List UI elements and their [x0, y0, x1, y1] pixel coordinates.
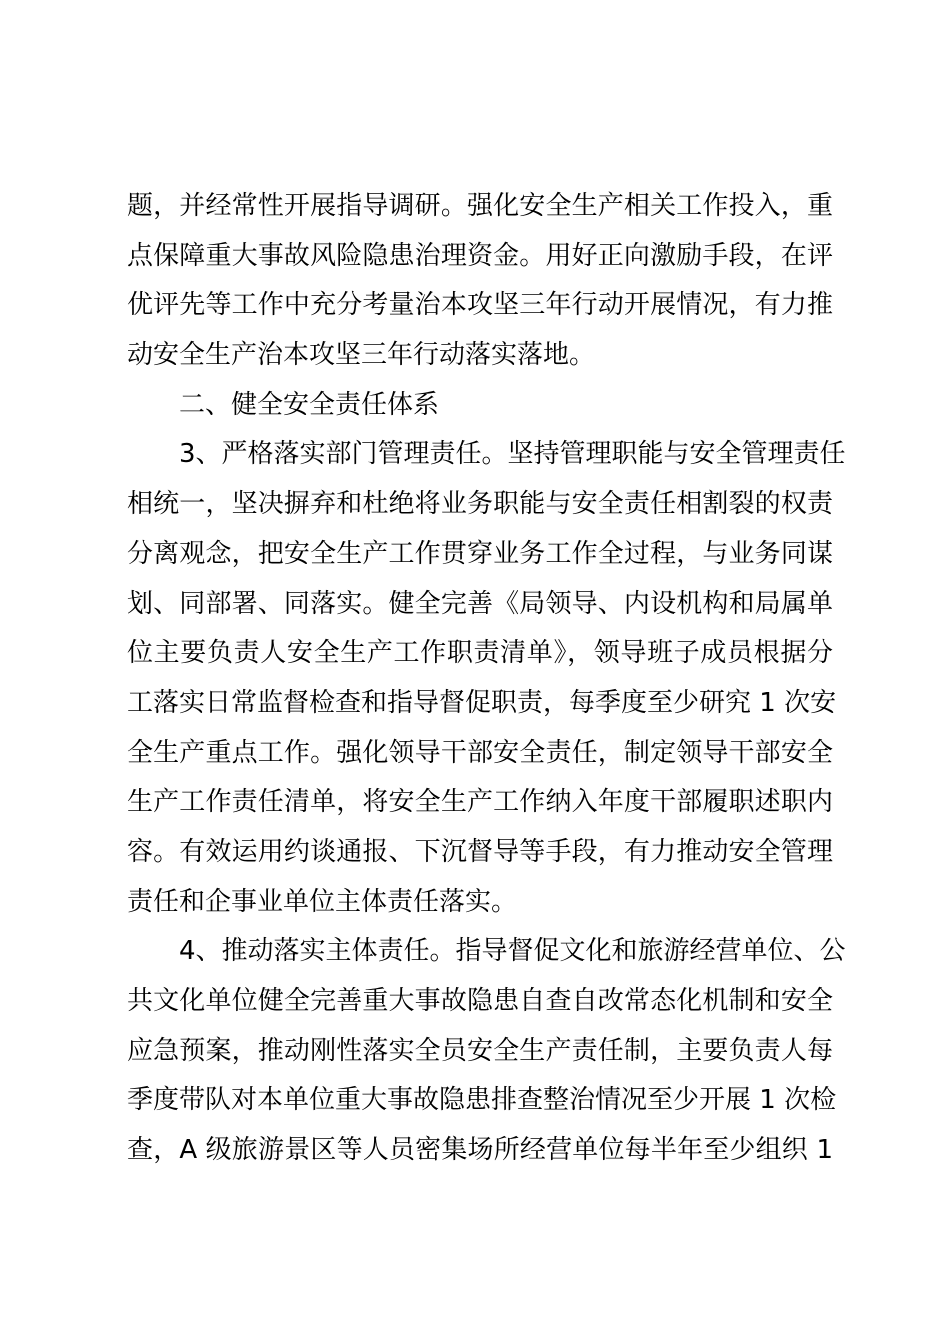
text-line: 全生产重点工作。强化领导干部安全责任，制定领导干部安全 — [127, 737, 833, 768]
text-line: 责任和企事业单位主体责任落实。 — [127, 886, 518, 917]
text-line: 动安全生产治本攻坚三年行动落实落地。 — [127, 340, 596, 371]
text-line: 划、同部署、同落实。健全完善《局领导、内设机构和局属单 — [127, 588, 833, 619]
text-line: 容。有效运用约谈通报、下沉督导等手段，有力推动安全管理 — [127, 836, 833, 867]
text-line: 工落实日常监督检查和指导督促职责，每季度至少研究 1 次安 — [127, 687, 837, 718]
text-line: 查，A 级旅游景区等人员密集场所经营单位每半年至少组织 1 — [127, 1135, 833, 1166]
text-line: 共文化单位健全完善重大事故隐患自查自改常态化机制和安全 — [127, 986, 833, 1016]
text-line: 优评先等工作中充分考量治本攻坚三年行动开展情况，有力推 — [127, 290, 833, 321]
document-body — [127, 182, 846, 1176]
text-line: 位主要负责人安全生产工作职责清单》，领导班子成员根据分 — [127, 638, 833, 669]
text-line: 点保障重大事故风险隐患治理资金。用好正向激励手段，在评 — [127, 240, 833, 271]
text-line: 二、健全安全责任体系 — [179, 389, 440, 420]
text-line: 生产工作责任清单，将安全生产工作纳入年度干部履职述职内 — [127, 787, 833, 818]
text-line: 题，并经常性开展指导调研。强化安全生产相关工作投入，重 — [127, 191, 833, 221]
text-line: 4、推动落实主体责任。指导督促文化和旅游经营单位、公 — [179, 936, 846, 967]
text-line: 相统一，坚决摒弃和杜绝将业务职能与安全责任相割裂的权责 — [127, 489, 833, 520]
text-line: 分离观念，把安全生产工作贯穿业务工作全过程，与业务同谋 — [127, 538, 833, 569]
text-line: 季度带队对本单位重大事故隐患排查整治情况至少开展 1 次检 — [127, 1085, 837, 1116]
text-line: 3、严格落实部门管理责任。坚持管理职能与安全管理责任 — [179, 439, 846, 470]
text-line: 应急预案，推动刚性落实全员安全生产责任制，主要负责人每 — [127, 1035, 833, 1066]
